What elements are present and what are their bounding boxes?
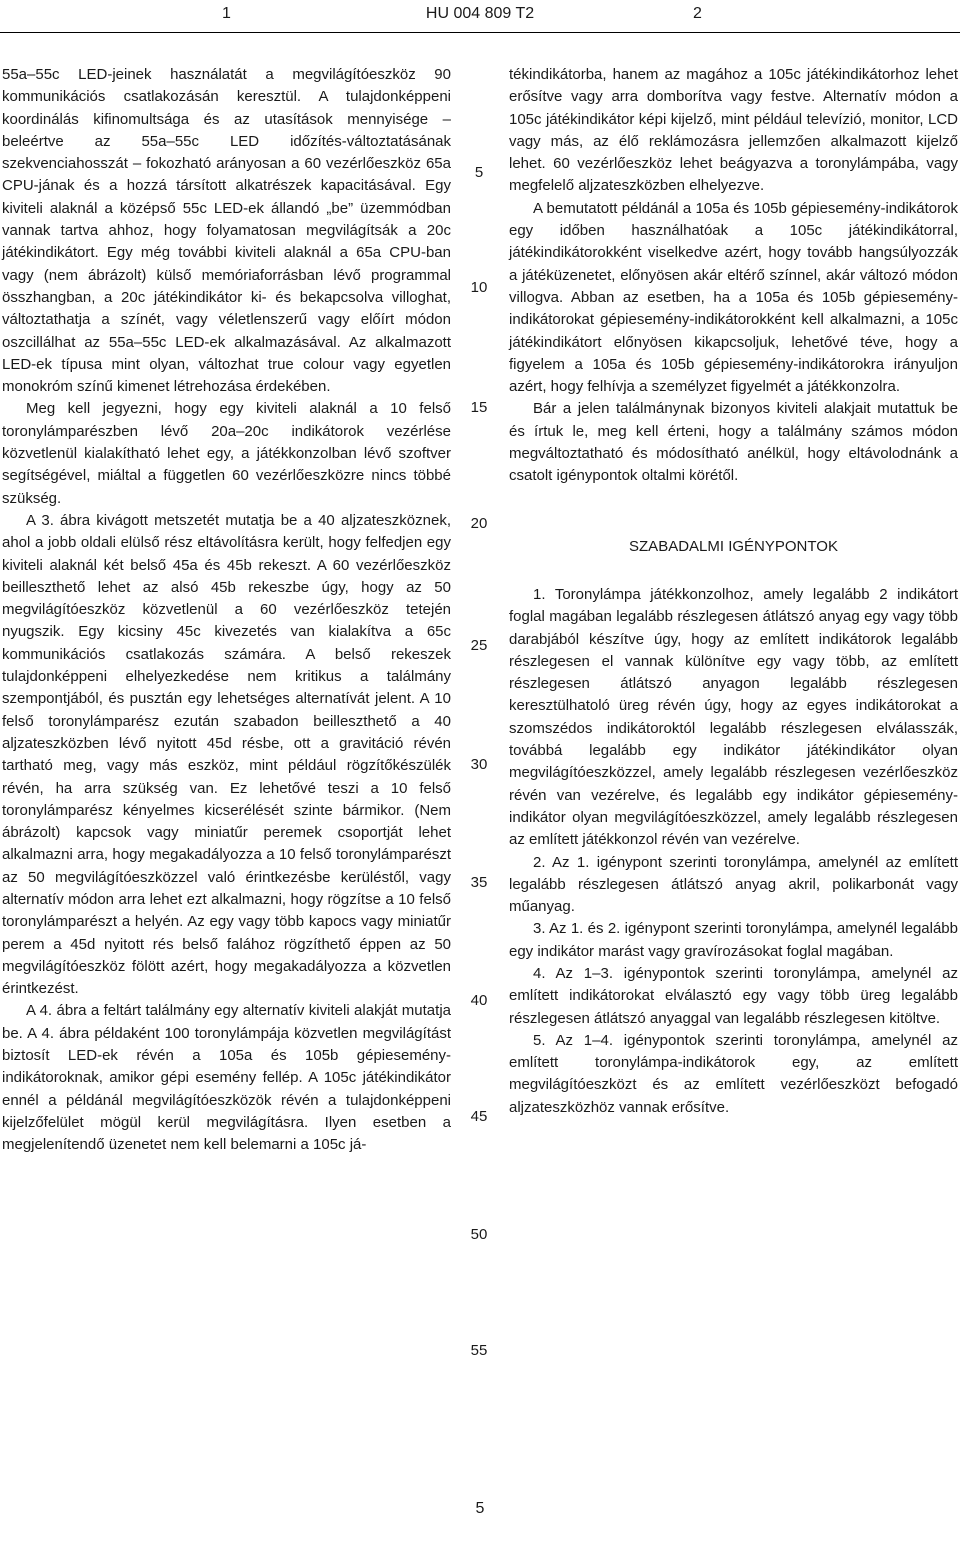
claim: 5. Az 1–4. igénypontok szerinti toronylámpa, amelynél az említett toronylámpa-indikátorok egy, az említett megvilágítóeszközt és az említett vezérlőeszközt befogadó aljzateszközhöz vannak erősítve.	[509, 1031, 958, 1116]
line-number: 55	[470, 1342, 488, 1359]
line-number: 20	[470, 515, 488, 532]
paragraph: Bár a jelen találmánynak bizonyos kiviteli alakjait mutattuk be és írtuk le, meg kell érteni, hogy a találmány számos módon megváltoztatható és módosítható anélkül, hogy eltávolodnánk a csatolt igénypontok oltalmi körétől.	[509, 400, 958, 485]
header-rule	[0, 32, 960, 33]
line-number: 50	[470, 1226, 488, 1243]
paragraph: tékindikátorba, hanem az magához a 105c játékindikátorhoz lehet erősítve vagy arra domborítva vagy festve. Alternatív módon a 105c játékindikátor képi kijelző, mint például televízió, monitor, LCD vagy más, az élő reklámozásra jellemzően alkalmazott kijelző lehet. 60 vezérlőeszköz lehet beágyazva a toronylámpába, vagy megfelelő aljzateszközben elhelyezve.	[509, 66, 958, 195]
left-column	[2, 64, 451, 1157]
claim: 2. Az 1. igénypont szerinti toronylámpa, amelynél az említett legalább részlegesen átlátszó anyag akril, polikarbonát vagy műanyag.	[509, 853, 958, 916]
line-number: 10	[470, 279, 488, 296]
claim: 1. Toronylámpa játékkonzolhoz, amely legalább 2 indikátort foglal magában legalább részlegesen átlátszó anyag egy vagy több darabjából készítve úgy, hogy az említett indikátorok legalább részlegesen el vannak különítve egy vagy több, az említett részlegesen átlátszó anyagon legalább részlegesen keresztülhatoló üreg révén úgy, hogy az egyes indikátorokat a szomszédos indikátoroktól legalább részlegesen elválasszák, továbbá legalább egy indikátor játékindikátor olyan megvilágítóeszközzel, amely legalább részlegesen vezérlőeszköz révén van vezérelve, és legalább egy indikátor gépiesemény-indikátor olyan megvilágítóeszközzel, amely legalább részlegesen az említett játékkonzol révén van vezérelve.	[509, 585, 958, 849]
line-number: 25	[470, 637, 488, 654]
paragraph: Meg kell jegyezni, hogy egy kiviteli alaknál a 10 felső toronylámparészben lévő 20a–20c indikátorok vezérlése közvetlenül kialakítható lehet egy, a játékkonzolban lévő szoftver segítségével, miáltal a független 60 vezérlőeszközre nincs többé szükség.	[2, 400, 451, 507]
paragraph: A 3. ábra kivágott metszetét mutatja be a 40 aljzateszköznek, ahol a jobb oldali elülső rész eltávolításra került, hogy felfedjen egy kiviteli alaknál két belső 45a és 45b rekeszt. A 60 vezérlőeszköz beilleszthető lehet az alsó 45b rekeszbe úgy, hogy az 50 megvilágítóeszköz közvetlenül a 60 vezérlőeszköz tetején nyugszik. Egy kicsiny 45c kivezetés van kialakítva a 65c kommunikációs csatlakozás számára. A belső rekeszek tulajdonképpeni elhelyezkedése nem kritikus a találmány szempontjából, és pusztán egy lehetséges alternatívát jelent. A 10 felső toronylámparész ezután szabadon beilleszthető a 40 aljzateszközben lévő nyitott 45d résbe, ott a gravitáció révén tartható meg, vagy más eszköz, mint például rögzítőkészülék révén, ha arra szükség van. Ez lehetővé teszi a 10 felső toronylámparész kényelmes kicserélését szinte bármikor. (Nem ábrázolt) kapcsok vagy miniatűr peremek csoportját lehet alkalmazni arra, hogy megakadályozza a 10 felső toronylámparészt az 50 megvilágítóeszközzel való érintkezésbe kerüléstől, vagy alternatív módon arra lehet ezt alkalmazni, hogy rögzítse a 10 felső toronylámparészt a helyén. Az egy vagy több kapocs vagy miniatűr perem a 45d nyitott rés belső falához rögzíthető éppen az 50 megvilágítóeszköz fölött azért, hogy megakadályozza a közvetlen érintkezést.	[2, 511, 451, 998]
paragraph: 55a–55c LED-jeinek használatát a megvilágítóeszköz 90 kommunikációs csatlakozásán keresztül. A tulajdonképpeni koordinálás kifinomultsága és az utasítások mennyisége – beleértve az 55a–55c LED időzítés-változtatásának szekvenciahosszát – fokozható arányosan a 60 vezérlőeszköz 65a CPU-jának és a hozzá társított alkatrészek kapacitásával. Egy kiviteli alaknál a középső 55c LED-ek állandó „be” üzemmódban vannak tartva ahhoz, hogy folyamatosan megvilágítsák a 20c játékindikátort. Egy még további kiviteli alaknál a 65a CPU-ban vagy (nem ábrázolt) külső memóriaforrásban lévő programmal összhangban, a 20c játékindikátor ki- és bekapcsolva villoghat, változtathatja a színét, vagy véletlenszerű vagy előírt módon oszcillálhat az 55a–55c LED-ek alkalmazásával. Az alkalmazott LED-ek típusa mint olyan, változhat true colour vagy egyetlen monokróm színű kimenet létrehozása érdekében.	[2, 66, 451, 396]
line-number: 45	[470, 1108, 488, 1125]
header-column-number-right: 2	[693, 5, 702, 22]
patent-number: HU 004 809 T2	[425, 5, 535, 22]
line-number: 15	[470, 399, 488, 416]
claim: 3. Az 1. és 2. igénypont szerinti toronylámpa, amelynél legalább egy indikátor marást vagy gravírozásokat foglal magában.	[509, 920, 958, 960]
line-number: 30	[470, 756, 488, 773]
line-number: 35	[470, 874, 488, 891]
page-number: 5	[475, 1500, 485, 1517]
line-number: 40	[470, 992, 488, 1009]
claims-heading: SZABADALMI IGÉNYPONTOK	[629, 537, 838, 555]
right-column	[509, 64, 958, 1119]
paragraph: A bemutatott példánál a 105a és 105b gépiesemény-indikátorok egy időben használhatóak a 105c játékindikátorral, játékindikátorokként viselkedve azért, hogy tovább hangsúlyozzák a játéküzenetet, előnyösen akár eltérő színnel, akár változó módon villogva. Abban az esetben, ha a 105a és 105b gépiesemény-indikátorokat gépiesemény-indikátorokként kell alkalmazni, a 105c játékindikátort előnyösen kikapcsoljuk, lehetővé téve, hogy a figyelem a 105a és 105b gépiesemény-indikátorokra irányuljon azért, hogy felhívja a személyzet figyelmét a játékkonzolra.	[509, 199, 958, 396]
claim: 4. Az 1–3. igénypontok szerinti toronylámpa, amelynél az említett indikátorokat elválasztó egy vagy több üreg legalább részlegesen átlátszó anyaggal van legalább részlegesen kitöltve.	[509, 964, 958, 1027]
header-column-number-left: 1	[222, 5, 231, 22]
paragraph: A 4. ábra a feltárt találmány egy alternatív kiviteli alakját mutatja be. A 4. ábra példaként 100 toronylámpája közvetlen megvilágítást biztosít LED-ek révén a 105a és 105b gépiesemény-indikátoroknak, amikor gépi esemény fellép. A 105c játékindikátor ennél a példánál megvilágítóeszközök révén a tulajdonképpeni kijelzőfelület mögül kerül megvilágításra. Ilyen esetben a megjelenítendő üzenetet nem kell belemarni a 105c já-	[2, 1002, 451, 1154]
line-number: 5	[474, 164, 484, 181]
